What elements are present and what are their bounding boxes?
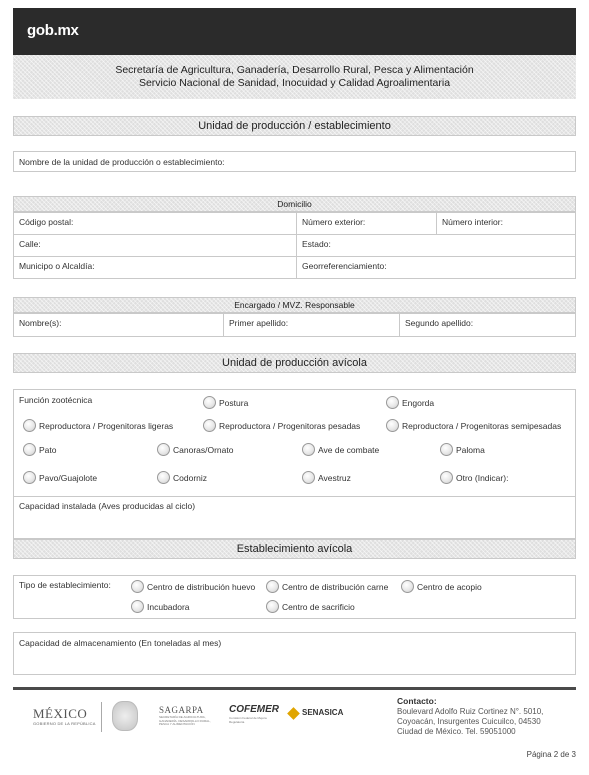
unit-name-label: Nombre de la unidad de producción o establecimiento:	[19, 157, 225, 167]
radio-repro-semi[interactable]	[386, 419, 399, 432]
gob-mx-logo[interactable]: gob.mx	[27, 22, 79, 39]
page-number: Página 2 de 3	[526, 750, 576, 759]
label-paloma: Paloma	[456, 445, 485, 455]
label-combate: Ave de combate	[318, 445, 380, 455]
section-title-manager: Encargado / MVZ. Responsable	[13, 297, 576, 313]
label-repro-light: Reproductora / Progenitoras ligeras	[39, 421, 174, 431]
label-pato: Pato	[39, 445, 57, 455]
storage-capacity-label: Capacidad de almacenamiento (En toneladas al mes)	[19, 638, 222, 648]
manager-last2-label: Segundo apellido:	[405, 318, 474, 328]
street-label: Calle:	[19, 239, 41, 249]
label-repro-semi: Reproductora / Progenitoras semipesadas	[402, 421, 562, 431]
label-incubadora: Incubadora	[147, 602, 190, 612]
section-title-domicilio: Domicilio	[13, 196, 576, 212]
manager-names-label: Nombre(s):	[19, 318, 62, 328]
cofemer-logo-sub: Comisión Federal de Mejora Regulatoria	[229, 716, 267, 724]
function-label: Función zootécnica	[19, 395, 93, 405]
agency-banner	[13, 55, 576, 99]
label-sacrificio: Centro de sacrificio	[282, 602, 355, 612]
agency-line-1: Secretaría de Agricultura, Ganadería, Desarrollo Rural, Pesca y Alimentación	[115, 64, 474, 76]
manager-table	[13, 313, 576, 337]
section-title-establishment: Establecimiento avícola	[13, 539, 576, 559]
radio-dist-carne[interactable]	[266, 580, 279, 593]
label-avestruz: Avestruz	[318, 473, 351, 483]
section-title-avian: Unidad de producción avícola	[13, 353, 576, 373]
domicilio-table	[13, 212, 576, 279]
municipality-label: Municipo o Alcaldía:	[19, 261, 95, 271]
senasica-icon	[287, 707, 300, 720]
manager-last2-field[interactable]	[400, 314, 575, 336]
radio-incubadora[interactable]	[131, 600, 144, 613]
cofemer-logo: COFEMER	[229, 704, 279, 715]
radio-paloma[interactable]	[440, 443, 453, 456]
contact-address	[397, 707, 543, 737]
manager-last1-field[interactable]	[224, 314, 400, 336]
storage-capacity-field[interactable]	[13, 632, 576, 675]
int-number-field[interactable]	[437, 213, 575, 235]
avian-function-box	[13, 389, 576, 539]
ext-number-label: Número exterior:	[302, 217, 366, 227]
sagarpa-logo-sub: SECRETARÍA DE AGRICULTURA, GANADERÍA, DESARROLLO RURAL, PESCA Y ALIMENTACIÓN	[159, 715, 211, 726]
postal-code-label: Código postal:	[19, 217, 74, 227]
state-label: Estado:	[302, 239, 331, 249]
label-acopio: Centro de acopio	[417, 582, 482, 592]
label-repro-heavy: Reproductora / Progenitoras pesadas	[219, 421, 361, 431]
label-postura: Postura	[219, 398, 249, 408]
contact-title: Contacto:	[397, 696, 437, 706]
label-dist-carne: Centro de distribución carne	[282, 582, 389, 592]
radio-dist-huevo[interactable]	[131, 580, 144, 593]
capacity-label: Capacidad instalada (Aves producidas al ciclo)	[19, 501, 196, 511]
radio-acopio[interactable]	[401, 580, 414, 593]
mexico-logo-sub: GOBIERNO DE LA REPÚBLICA	[33, 721, 96, 726]
section-title-unit: Unidad de producción / establecimiento	[13, 116, 576, 136]
state-field[interactable]	[297, 235, 575, 257]
radio-combate[interactable]	[302, 443, 315, 456]
int-number-label: Número interior:	[442, 217, 503, 227]
radio-otro[interactable]	[440, 471, 453, 484]
radio-repro-heavy[interactable]	[203, 419, 216, 432]
divider	[14, 496, 575, 497]
geo-field[interactable]	[297, 257, 575, 278]
radio-codorniz[interactable]	[157, 471, 170, 484]
radio-postura[interactable]	[203, 396, 216, 409]
unit-name-field[interactable]	[13, 151, 576, 172]
site-header	[13, 8, 576, 55]
label-canoras: Canoras/Ornato	[173, 445, 234, 455]
street-field[interactable]	[14, 235, 297, 257]
footer	[13, 690, 576, 742]
radio-avestruz[interactable]	[302, 471, 315, 484]
national-seal-icon	[112, 701, 138, 731]
label-pavo: Pavo/Guajolote	[39, 473, 98, 483]
establishment-type-label: Tipo de establecimiento:	[19, 580, 111, 590]
contact-line-1: Boulevard Adolfo Ruiz Cortinez N°. 5010,	[397, 707, 544, 716]
postal-code-field[interactable]	[14, 213, 297, 235]
radio-pato[interactable]	[23, 443, 36, 456]
establishment-type-box	[13, 575, 576, 619]
footer-divider	[101, 702, 102, 732]
manager-names-field[interactable]	[14, 314, 224, 336]
radio-engorda[interactable]	[386, 396, 399, 409]
radio-sacrificio[interactable]	[266, 600, 279, 613]
contact-line-3: Ciudad de México. Tel. 59051000	[397, 727, 516, 736]
sagarpa-logo: SAGARPA	[159, 705, 204, 715]
label-codorniz: Codorniz	[173, 473, 208, 483]
ext-number-field[interactable]	[297, 213, 437, 235]
radio-repro-light[interactable]	[23, 419, 36, 432]
municipality-field[interactable]	[14, 257, 297, 278]
agency-line-2: Servicio Nacional de Sanidad, Inocuidad y Calidad Agroalimentaria	[138, 77, 451, 89]
label-dist-huevo: Centro de distribución huevo	[147, 582, 256, 592]
label-engorda: Engorda	[402, 398, 435, 408]
radio-pavo[interactable]	[23, 471, 36, 484]
radio-canoras[interactable]	[157, 443, 170, 456]
label-otro: Otro (Indicar):	[456, 473, 509, 483]
senasica-logo: SENASICA	[302, 708, 344, 717]
mexico-logo: MÉXICO	[33, 706, 88, 721]
contact-line-2: Coyoacán, Insurgentes Cuicuilco, 04530	[397, 717, 541, 726]
manager-last1-label: Primer apellido:	[229, 318, 289, 328]
geo-label: Georreferenciamiento:	[302, 261, 387, 271]
